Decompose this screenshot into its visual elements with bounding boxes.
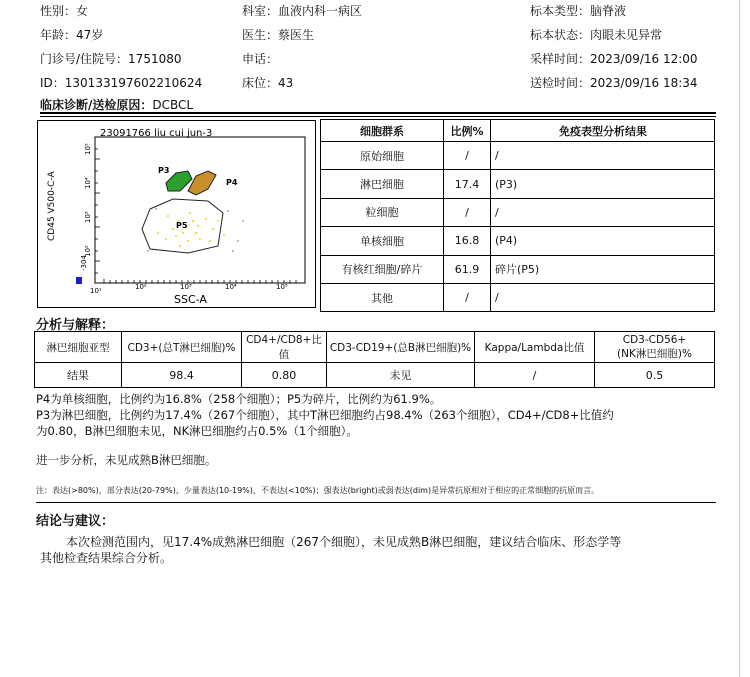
header-cell: 免疫表型分析结果 (491, 120, 715, 142)
divider (40, 112, 716, 114)
cell-result: 碎片(P5) (491, 255, 715, 283)
table-header-row (35, 332, 715, 363)
header-line: (NK淋巴细胞)% (617, 347, 692, 360)
header-cell: 细胞群系 (321, 120, 444, 142)
header-cell: 淋巴细胞亚型 (35, 332, 122, 363)
value-cell: 结果 (35, 363, 122, 388)
cell-ratio: 16.8 (444, 227, 491, 255)
header-cell: CD4+/CD8+比值 (242, 332, 327, 363)
y-tick-label: 10³ (84, 211, 92, 223)
doctor: 医生：蔡医生 (242, 28, 315, 42)
table-row (35, 363, 715, 388)
cell-name: 单核细胞 (321, 227, 444, 255)
diagnosis-value: DCBCL (152, 98, 194, 112)
header-line: CD3-CD56+ (622, 333, 687, 346)
table-row (321, 255, 715, 283)
cell-ratio: 61.9 (444, 255, 491, 283)
origin-marker (76, 277, 82, 284)
footnote: 注：表达(>80%)，部分表达(20-79%)，少量表达(10-19%)，不表达(<10%)；强表达(bright)或弱表达(dim)是异常抗原相对于相应的正常细胞的抗原而言。 (36, 486, 600, 495)
outpatient-number: 门诊号/住院号：1751080 (40, 52, 182, 66)
gender: 性别：女 (40, 4, 89, 18)
y-tick-label: 10² (84, 245, 92, 257)
x-tick-label: 10² (135, 283, 147, 291)
header-cell: 比例% (444, 120, 491, 142)
header-cell: CD3-CD19+(总B淋巴细胞)% (327, 332, 475, 363)
divider (40, 116, 716, 117)
gate-p3 (166, 171, 192, 191)
x-tick-label: 10⁴ (225, 283, 237, 291)
background-dots (147, 208, 243, 251)
gate-p4 (188, 171, 216, 195)
cell-ratio: 17.4 (444, 170, 491, 198)
y-tick-label: 10⁴ (84, 177, 92, 189)
age: 年龄：47岁 (40, 28, 104, 42)
cell-name: 粒细胞 (321, 198, 444, 226)
applicant: 申话： (242, 52, 279, 66)
y-tick-label: 10⁵ (84, 143, 92, 155)
table-row (321, 198, 715, 226)
conclusion-title: 结论与建议： (36, 514, 115, 529)
y-axis-label: CD45 V500-C-A (47, 171, 57, 241)
diagnosis (40, 96, 193, 113)
cell-name: 有核红细胞/碎片 (321, 255, 444, 283)
analysis-paragraph: 为0.80，B淋巴细胞未见，NK淋巴细胞约占0.5%（1个细胞）。 (36, 424, 358, 438)
conclusion-text: 本次检测范围内，见17.4%成熟淋巴细胞（267个细胞），未见成熟B淋巴细胞，建议结合临床、形态学等 (66, 535, 622, 549)
cell-population-table (320, 119, 715, 312)
cell-ratio: / (444, 142, 491, 170)
submit-time: 送检时间：2023/09/16 18:34 (530, 76, 698, 90)
cell-name: 其他 (321, 283, 444, 311)
cell-ratio: / (444, 198, 491, 226)
value-cell: 未见 (327, 363, 475, 388)
x-tick-label: 10⁵ (276, 283, 288, 291)
x-tick-label: 10³ (180, 283, 192, 291)
patient-id: ID：130133197602210624 (40, 76, 203, 90)
header-cell: CD3+(总T淋巴细胞)% (122, 332, 242, 363)
y-tick-label: -304 (80, 255, 88, 271)
header-cell: Kappa/Lambda比值 (475, 332, 595, 363)
analysis-paragraph: P4为单核细胞，比例约为16.8%（258个细胞）；P5为碎片，比例约为61.9%。 (36, 392, 442, 406)
cell-result: (P3) (491, 170, 715, 198)
cell-name: 淋巴细胞 (321, 170, 444, 198)
bed-number: 床位：43 (242, 76, 294, 90)
x-tick-label: 10¹ (90, 287, 102, 295)
table-row (321, 227, 715, 255)
department: 科室：血液内科一病区 (242, 4, 363, 18)
value-cell: 0.80 (242, 363, 327, 388)
cell-ratio: / (444, 283, 491, 311)
analysis-title: 分析与解释： (36, 318, 115, 333)
value-cell: 0.5 (595, 363, 715, 388)
table-row (321, 142, 715, 170)
cell-result: / (491, 198, 715, 226)
lymphocyte-subtype-table (34, 331, 715, 388)
gate-label-p4: P4 (226, 178, 238, 187)
x-axis-label: SSC-A (174, 293, 207, 306)
table-header-row (321, 120, 715, 142)
sample-status: 标本状态：肉眼未见异常 (530, 28, 663, 42)
table-row (321, 170, 715, 198)
value-cell: / (475, 363, 595, 388)
analysis-paragraph: P3为淋巴细胞，比例约为17.4%（267个细胞），其中T淋巴细胞约占98.4%（263个细胞），CD4+/CD8+比值约 (36, 408, 614, 422)
sample-type: 标本类型：脑脊液 (530, 4, 627, 18)
page-edge (739, 0, 740, 677)
plot-title: 23091766 liu cui jun-3 (100, 128, 213, 139)
table-row (321, 283, 715, 311)
analysis-paragraph: 进一步分析，未见成熟B淋巴细胞。 (36, 453, 217, 467)
conclusion-text: 其他检查结果综合分析。 (40, 551, 173, 565)
gate-label-p3: P3 (158, 166, 170, 175)
cell-result: / (491, 283, 715, 311)
cell-result: / (491, 142, 715, 170)
gate-label-p5: P5 (176, 221, 188, 230)
flow-cytometry-plot (37, 120, 316, 308)
header-cell (595, 332, 715, 363)
cell-name: 原始细胞 (321, 142, 444, 170)
scatter-plot-svg (38, 121, 315, 307)
debris-dots (157, 212, 225, 247)
collect-time: 采样时间：2023/09/16 12:00 (530, 52, 698, 66)
diagnosis-label: 临床诊断/送检原因： (40, 98, 153, 112)
cell-result: (P4) (491, 227, 715, 255)
divider (36, 502, 716, 503)
value-cell: 98.4 (122, 363, 242, 388)
